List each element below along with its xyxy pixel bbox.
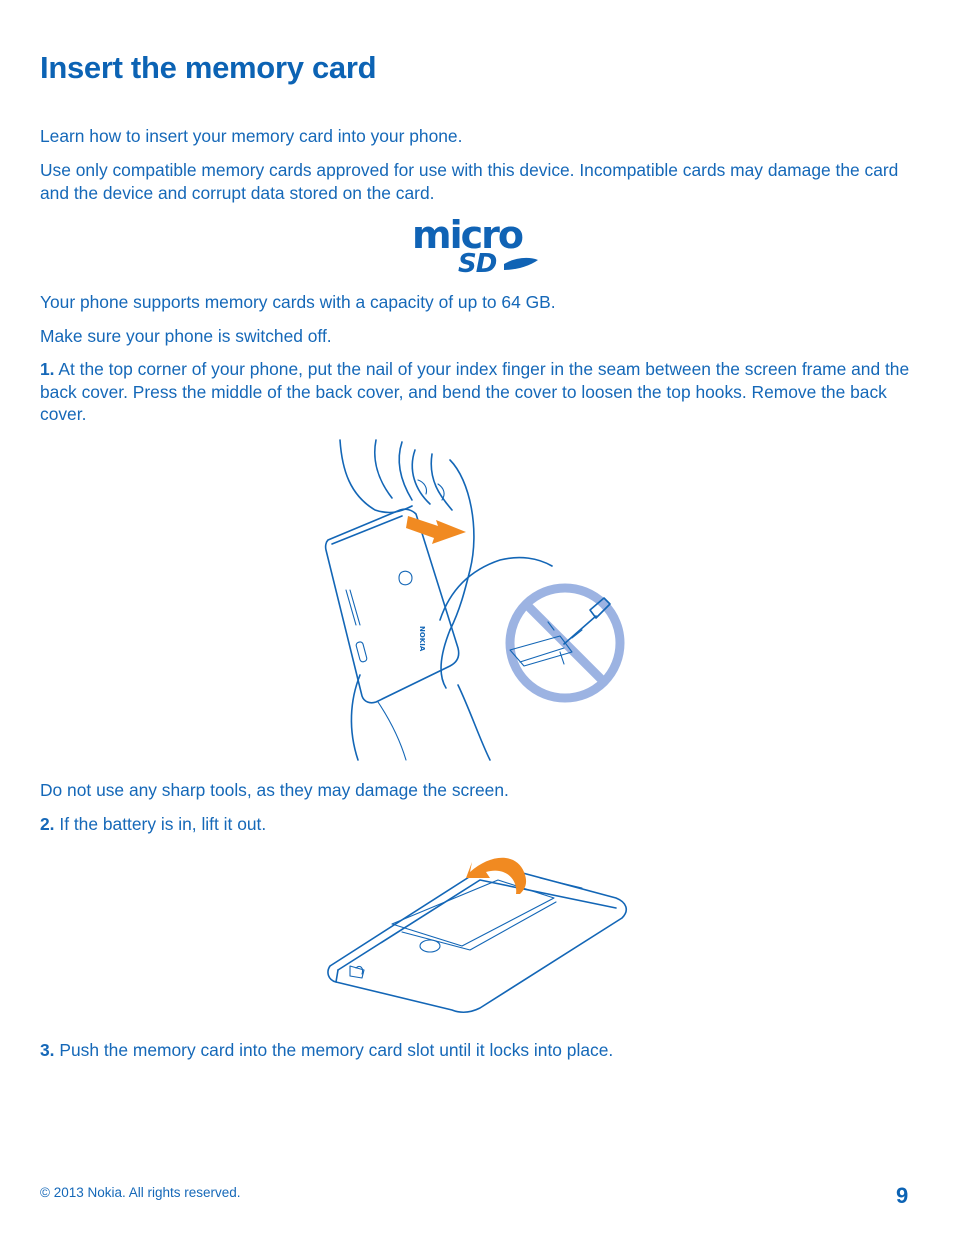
step-1 bbox=[40, 358, 920, 426]
lift-direction-arrow bbox=[466, 858, 526, 894]
step-2-text: If the battery is in, lift it out. bbox=[59, 814, 267, 834]
step-2-number: 2. bbox=[40, 814, 55, 834]
capacity-text: Your phone supports memory cards with a capacity of up to 64 GB. bbox=[40, 292, 556, 312]
no-sharp-tools-icon bbox=[510, 588, 620, 698]
step-3 bbox=[40, 1039, 920, 1062]
battery-removal-illustration bbox=[320, 850, 640, 1020]
step-1-text: At the top corner of your phone, put the nail of your index finger in the seam between the screen frame and the back cover. Press the middle of the back cover, and bend the cover to loosen the top hooks. Remove the back cover. bbox=[40, 359, 910, 424]
intro-text: Learn how to insert your memory card into your phone. bbox=[40, 126, 463, 146]
remove-direction-arrow bbox=[406, 516, 466, 544]
page-number: 9 bbox=[896, 1183, 909, 1208]
remove-cover-illustration bbox=[320, 440, 640, 765]
microsd-logo-word: micro bbox=[412, 213, 522, 257]
compatibility-warning: Use only compatible memory cards approved for use with this device. Incompatible cards may damage the card and the device and corrupt data stored on the card. bbox=[40, 160, 899, 203]
step-3-text: Push the memory card into the memory card slot until it locks into place. bbox=[59, 1040, 614, 1060]
step-3-number: 3. bbox=[40, 1040, 55, 1060]
phone-brand-label: NOKIA bbox=[418, 626, 426, 652]
step-2 bbox=[40, 813, 920, 836]
microsd-logo-sub: SD bbox=[458, 249, 497, 279]
microsd-logo bbox=[412, 214, 542, 278]
footer-copyright: © 2013 Nokia. All rights reserved. bbox=[40, 1185, 241, 1200]
switched-off-text: Make sure your phone is switched off. bbox=[40, 326, 332, 346]
page-title: Insert the memory card bbox=[40, 50, 377, 85]
sharp-tools-note: Do not use any sharp tools, as they may damage the screen. bbox=[40, 780, 509, 800]
step-1-number: 1. bbox=[40, 359, 55, 379]
